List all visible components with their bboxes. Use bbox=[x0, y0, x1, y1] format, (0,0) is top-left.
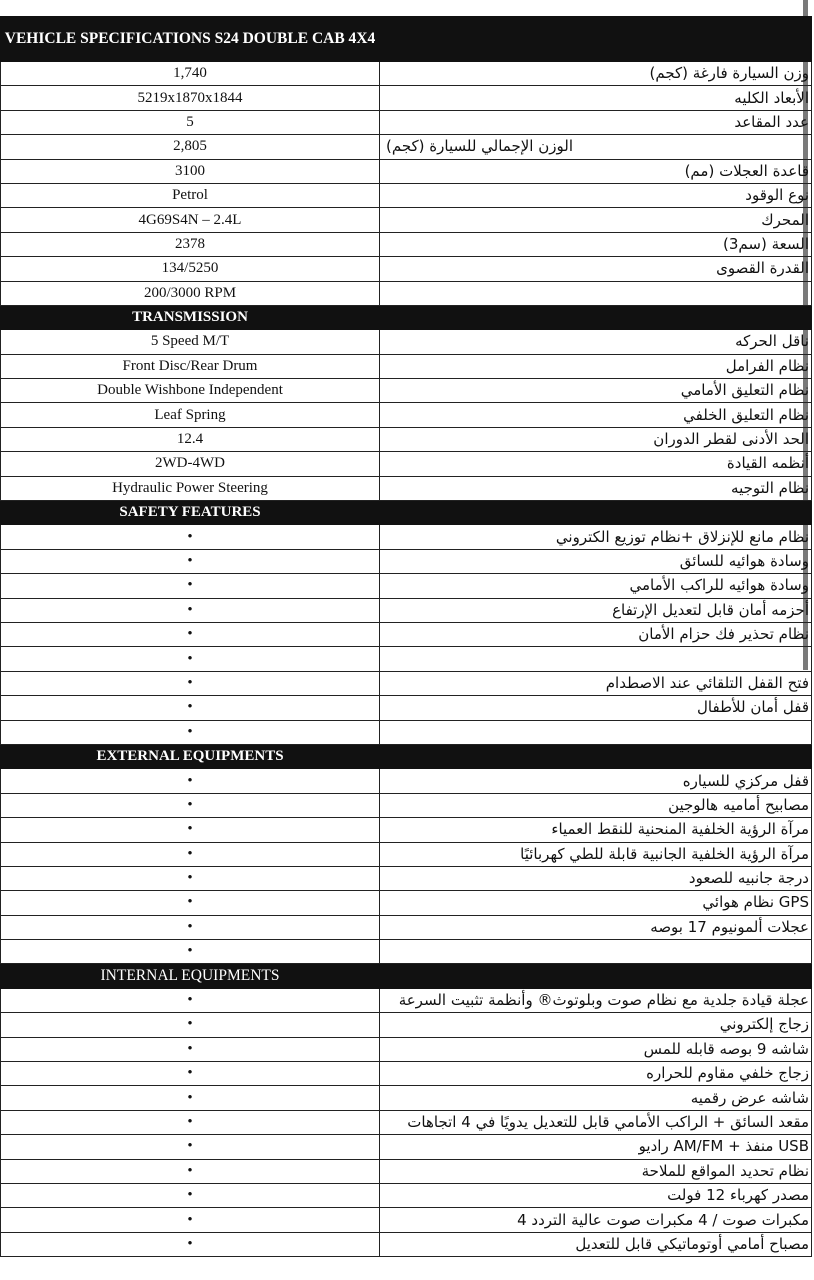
table-row bbox=[1, 1208, 812, 1232]
section-header-fill bbox=[380, 964, 812, 988]
section-header-label: SAFETY FEATURES bbox=[1, 501, 380, 525]
table-row bbox=[1, 525, 812, 549]
spec-value: 4G69S4N – 2.4L bbox=[1, 208, 380, 232]
arabic-label: نظام التعليق الأمامي bbox=[380, 379, 812, 403]
section-safety bbox=[1, 501, 812, 525]
spec-value: 1,740 bbox=[1, 62, 380, 86]
feature-bullet: • bbox=[1, 1159, 380, 1183]
arabic-label: ناقل الحركه bbox=[380, 330, 812, 354]
table-row bbox=[1, 866, 812, 890]
arabic-label bbox=[380, 281, 812, 305]
table-row bbox=[1, 1135, 812, 1159]
arabic-label bbox=[380, 720, 812, 744]
arabic-label: مرآة الرؤية الخلفية الجانبية قابلة للطي كهربائيًا bbox=[380, 842, 812, 866]
arabic-label: الوزن الإجمالي للسيارة (كجم) bbox=[380, 135, 812, 159]
arabic-label: نوع الوقود bbox=[380, 183, 812, 207]
section-header-label: INTERNAL EQUIPMENTS bbox=[1, 964, 380, 988]
arabic-label: نظام التعليق الخلفي bbox=[380, 403, 812, 427]
arabic-label: وسادة هوائيه للسائق bbox=[380, 549, 812, 573]
arabic-label: شاشه عرض رقميه bbox=[380, 1086, 812, 1110]
arabic-label: الأبعاد الكليه bbox=[380, 86, 812, 110]
arabic-label bbox=[380, 940, 812, 964]
feature-bullet: • bbox=[1, 1062, 380, 1086]
table-row bbox=[1, 208, 812, 232]
table-row bbox=[1, 86, 812, 110]
spec-value: 2378 bbox=[1, 232, 380, 256]
arabic-label: نظام تحديد المواقع للملاحة bbox=[380, 1159, 812, 1183]
spec-value: Petrol bbox=[1, 183, 380, 207]
feature-bullet: • bbox=[1, 915, 380, 939]
arabic-label: نظام الفرامل bbox=[380, 354, 812, 378]
arabic-label: مصدر كهرباء 12 فولت bbox=[380, 1183, 812, 1207]
spec-value: Double Wishbone Independent bbox=[1, 379, 380, 403]
table-row bbox=[1, 183, 812, 207]
feature-bullet: • bbox=[1, 940, 380, 964]
section-header-label: TRANSMISSION bbox=[1, 305, 380, 329]
arabic-label: عدد المقاعد bbox=[380, 110, 812, 134]
spec-value: 2,805 bbox=[1, 135, 380, 159]
table-row bbox=[1, 1062, 812, 1086]
feature-bullet: • bbox=[1, 622, 380, 646]
table-row bbox=[1, 330, 812, 354]
feature-bullet: • bbox=[1, 549, 380, 573]
arabic-label: مقعد السائق + الراكب الأمامي قابل للتعديل يدويًا في 4 اتجاهات bbox=[380, 1110, 812, 1134]
table-row bbox=[1, 1037, 812, 1061]
arabic-label: زجاج إلكتروني bbox=[380, 1013, 812, 1037]
table-row bbox=[1, 452, 812, 476]
arabic-label: نظام مانع للإنزلاق +نظام توزيع الكتروني bbox=[380, 525, 812, 549]
arabic-label: الحد الأدنى لقطر الدوران bbox=[380, 427, 812, 451]
title-row bbox=[1, 17, 812, 62]
feature-bullet: • bbox=[1, 891, 380, 915]
table-row bbox=[1, 135, 812, 159]
table-row bbox=[1, 696, 812, 720]
spec-value: 3100 bbox=[1, 159, 380, 183]
arabic-label: نظام تحذير فك حزام الأمان bbox=[380, 622, 812, 646]
spec-value: 5219x1870x1844 bbox=[1, 86, 380, 110]
table-row bbox=[1, 574, 812, 598]
table-row bbox=[1, 793, 812, 817]
feature-bullet: • bbox=[1, 1232, 380, 1256]
table-row bbox=[1, 622, 812, 646]
table-row bbox=[1, 1013, 812, 1037]
spec-value: Hydraulic Power Steering bbox=[1, 476, 380, 500]
arabic-label: USB منفذ + AM/FM راديو bbox=[380, 1135, 812, 1159]
arabic-label: عجلات ألمونيوم 17 بوصه bbox=[380, 915, 812, 939]
arabic-label: مصباح أمامي أوتوماتيكي قابل للتعديل bbox=[380, 1232, 812, 1256]
spec-sheet bbox=[0, 16, 812, 1257]
feature-bullet: • bbox=[1, 1135, 380, 1159]
feature-bullet: • bbox=[1, 818, 380, 842]
table-row bbox=[1, 159, 812, 183]
table-row bbox=[1, 476, 812, 500]
arabic-label: المحرك bbox=[380, 208, 812, 232]
table-row bbox=[1, 915, 812, 939]
arabic-label: قفل أمان للأطفال bbox=[380, 696, 812, 720]
table-row bbox=[1, 281, 812, 305]
spec-value: 5 bbox=[1, 110, 380, 134]
arabic-label: درجة جانبيه للصعود bbox=[380, 866, 812, 890]
section-internal bbox=[1, 964, 812, 988]
table-row bbox=[1, 720, 812, 744]
table-row bbox=[1, 549, 812, 573]
table-row bbox=[1, 1159, 812, 1183]
feature-bullet: • bbox=[1, 842, 380, 866]
spec-value: 5 Speed M/T bbox=[1, 330, 380, 354]
arabic-label: زجاج خلفي مقاوم للحراره bbox=[380, 1062, 812, 1086]
arabic-label: نظام التوجيه bbox=[380, 476, 812, 500]
spec-value: 2WD-4WD bbox=[1, 452, 380, 476]
section-header-label: EXTERNAL EQUIPMENTS bbox=[1, 744, 380, 768]
section-header-fill bbox=[380, 744, 812, 768]
arabic-label: قفل مركزي للسياره bbox=[380, 769, 812, 793]
feature-bullet: • bbox=[1, 525, 380, 549]
arabic-label bbox=[380, 647, 812, 671]
arabic-label: القدرة القصوى bbox=[380, 257, 812, 281]
table-row bbox=[1, 940, 812, 964]
arabic-label: قاعدة العجلات (مم) bbox=[380, 159, 812, 183]
section-external bbox=[1, 744, 812, 768]
feature-bullet: • bbox=[1, 1037, 380, 1061]
feature-bullet: • bbox=[1, 671, 380, 695]
arabic-label: GPS نظام هوائي bbox=[380, 891, 812, 915]
spec-value: 12.4 bbox=[1, 427, 380, 451]
feature-bullet: • bbox=[1, 720, 380, 744]
table-row bbox=[1, 110, 812, 134]
table-row bbox=[1, 988, 812, 1012]
spec-value: 200/3000 RPM bbox=[1, 281, 380, 305]
table-row bbox=[1, 403, 812, 427]
arabic-label: أحزمه أمان قابل لتعديل الإرتفاع bbox=[380, 598, 812, 622]
table-row bbox=[1, 1086, 812, 1110]
table-row bbox=[1, 769, 812, 793]
table-row bbox=[1, 62, 812, 86]
table-row bbox=[1, 354, 812, 378]
table-row bbox=[1, 671, 812, 695]
arabic-label: عجلة قيادة جلدية مع نظام صوت وبلوتوث® وأنظمة تثبيت السرعة bbox=[380, 988, 812, 1012]
arabic-label: مرآة الرؤية الخلفية المنحنية للنقط العمياء bbox=[380, 818, 812, 842]
spec-value: 134/5250 bbox=[1, 257, 380, 281]
table-row bbox=[1, 379, 812, 403]
table-row bbox=[1, 647, 812, 671]
spec-table bbox=[0, 16, 812, 1257]
arabic-label: وسادة هوائيه للراكب الأمامي bbox=[380, 574, 812, 598]
feature-bullet: • bbox=[1, 769, 380, 793]
arabic-label: شاشه 9 بوصه قابله للمس bbox=[380, 1037, 812, 1061]
feature-bullet: • bbox=[1, 866, 380, 890]
table-row bbox=[1, 232, 812, 256]
table-row bbox=[1, 1232, 812, 1256]
spec-value: Leaf Spring bbox=[1, 403, 380, 427]
arabic-label: مكبرات صوت / 4 مكبرات صوت عالية التردد 4 bbox=[380, 1208, 812, 1232]
section-header-fill bbox=[380, 501, 812, 525]
table-row bbox=[1, 1183, 812, 1207]
table-row bbox=[1, 598, 812, 622]
feature-bullet: • bbox=[1, 1086, 380, 1110]
feature-bullet: • bbox=[1, 1013, 380, 1037]
table-row bbox=[1, 842, 812, 866]
section-header-fill bbox=[380, 305, 812, 329]
feature-bullet: • bbox=[1, 1183, 380, 1207]
feature-bullet: • bbox=[1, 647, 380, 671]
spec-value: Front Disc/Rear Drum bbox=[1, 354, 380, 378]
title-fill bbox=[380, 17, 812, 62]
arabic-label: السعة (سم3) bbox=[380, 232, 812, 256]
table-row bbox=[1, 1110, 812, 1134]
feature-bullet: • bbox=[1, 696, 380, 720]
feature-bullet: • bbox=[1, 1110, 380, 1134]
page-title: VEHICLE SPECIFICATIONS S24 DOUBLE CAB 4X4 bbox=[1, 17, 380, 62]
table-row bbox=[1, 427, 812, 451]
feature-bullet: • bbox=[1, 793, 380, 817]
feature-bullet: • bbox=[1, 598, 380, 622]
table-row bbox=[1, 891, 812, 915]
arabic-label: أنظمه القيادة bbox=[380, 452, 812, 476]
feature-bullet: • bbox=[1, 574, 380, 598]
arabic-label: فتح القفل التلقائي عند الاصطدام bbox=[380, 671, 812, 695]
table-row bbox=[1, 257, 812, 281]
arabic-label: مصابيح أماميه هالوجين bbox=[380, 793, 812, 817]
feature-bullet: • bbox=[1, 988, 380, 1012]
section-transmission bbox=[1, 305, 812, 329]
table-row bbox=[1, 818, 812, 842]
arabic-label: وزن السيارة فارغة (كجم) bbox=[380, 62, 812, 86]
feature-bullet: • bbox=[1, 1208, 380, 1232]
